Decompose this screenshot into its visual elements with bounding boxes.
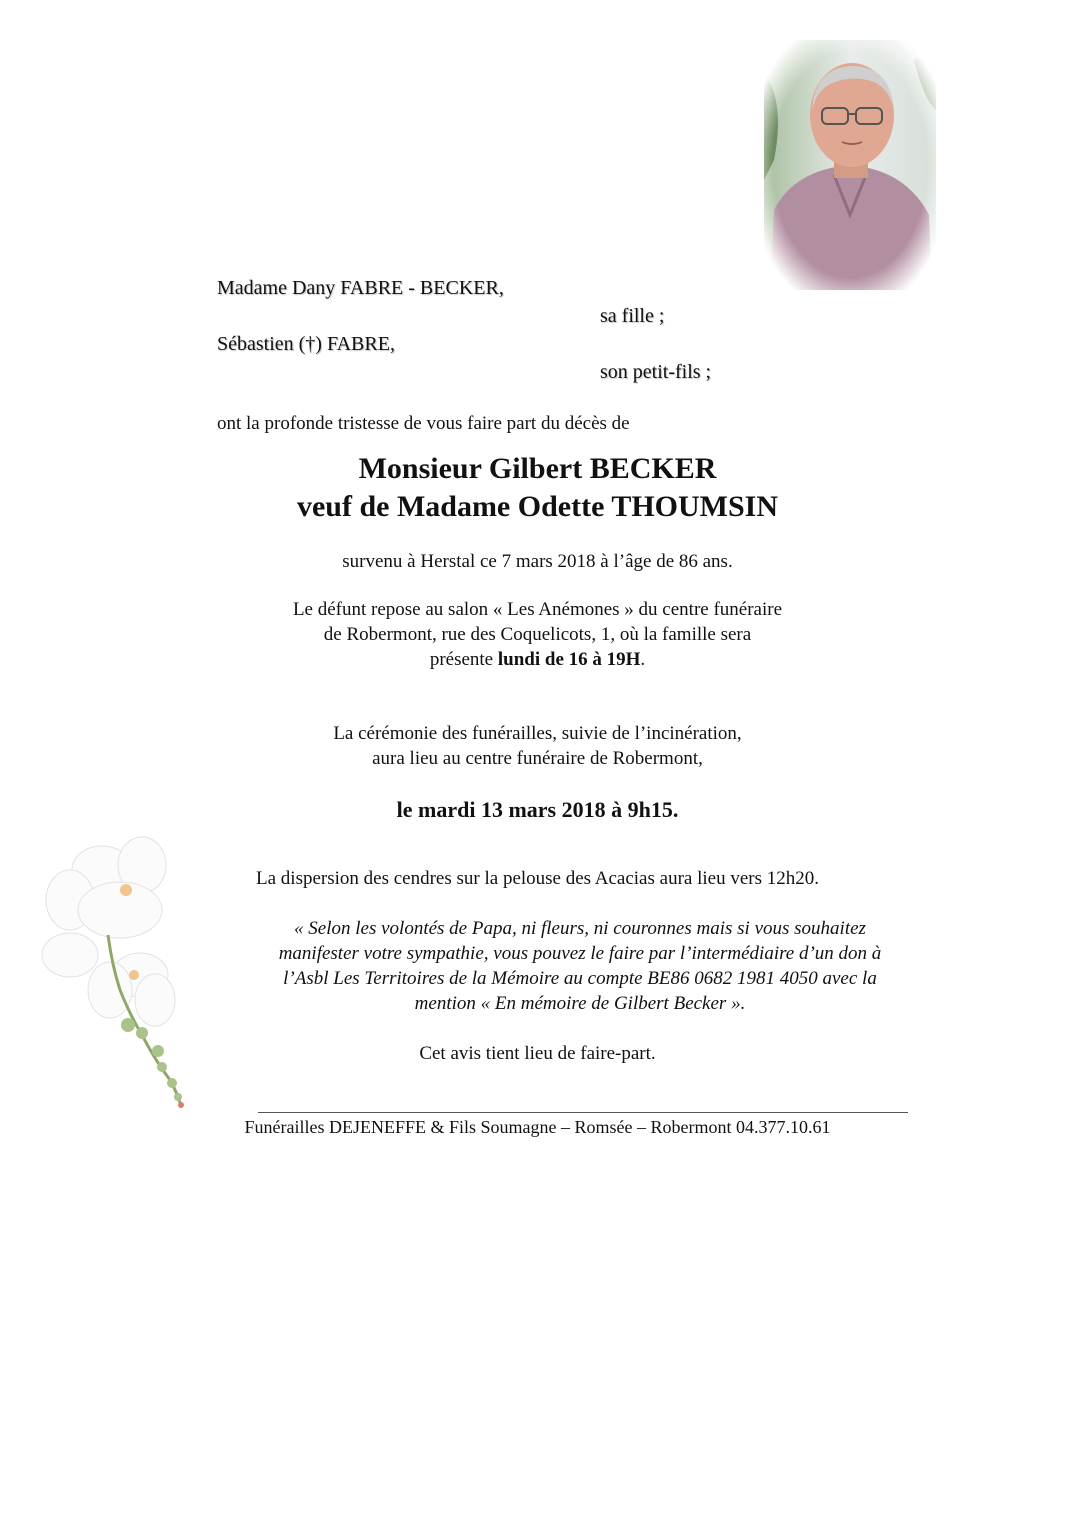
notice-text: Cet avis tient lieu de faire-part. xyxy=(419,1043,656,1064)
family-member-1-name: Madame Dany FABRE - BECKER, xyxy=(217,277,504,299)
footer-divider xyxy=(258,1112,908,1113)
wishes-line-1: « Selon les volontés de Papa, ni fleurs, ni couronnes mais si vous souhaitez xyxy=(294,918,866,939)
orchid-flower-image xyxy=(30,815,205,1115)
family-member-2-relation: son petit-fils ; xyxy=(600,361,712,383)
viewing-hours: lundi de 16 à 19H xyxy=(497,649,641,670)
death-info: survenu à Herstal ce 7 mars 2018 à l’âge de 86 ans. xyxy=(342,551,733,572)
viewing-line-3 xyxy=(0,647,1075,672)
deceased-name: Monsieur Gilbert BECKER xyxy=(358,452,717,485)
wishes-line-3: l’Asbl Les Territoires de la Mémoire au compte BE86 0682 1981 4050 avec la xyxy=(283,968,877,989)
viewing-line-2: de Robermont, rue des Coquelicots, 1, où la famille sera xyxy=(323,624,752,645)
family-member-1-relation: sa fille ; xyxy=(600,305,665,327)
ceremony-line-2: aura lieu au centre funéraire de Robermont, xyxy=(372,748,703,769)
footer-text: Funérailles DEJENEFFE & Fils Soumagne – Romsée – Robermont 04.377.10.61 xyxy=(244,1117,831,1137)
viewing-line-3-prefix: présente xyxy=(429,649,498,670)
ashes-info: La dispersion des cendres sur la pelouse des Acacias aura lieu vers 12h20. xyxy=(256,868,819,889)
wishes-line-2: manifester votre sympathie, vous pouvez le faire par l’intermédiaire d’un don à xyxy=(278,943,882,964)
portrait-photo xyxy=(764,40,936,290)
ceremony-line-1: La cérémonie des funérailles, suivie de l’incinération, xyxy=(333,723,742,744)
viewing-line-1: Le défunt repose au salon « Les Anémones » du centre funéraire xyxy=(292,599,783,620)
intro-text: ont la profonde tristesse de vous faire part du décès de xyxy=(217,413,630,434)
ceremony-date: le mardi 13 mars 2018 à 9h15. xyxy=(396,797,679,822)
wishes-line-4: mention « En mémoire de Gilbert Becker ». xyxy=(414,993,746,1014)
family-member-2-name: Sébastien (†) FABRE, xyxy=(217,333,395,355)
deceased-spouse: veuf de Madame Odette THOUMSIN xyxy=(296,490,779,523)
viewing-line-3-suffix: . xyxy=(640,649,646,670)
